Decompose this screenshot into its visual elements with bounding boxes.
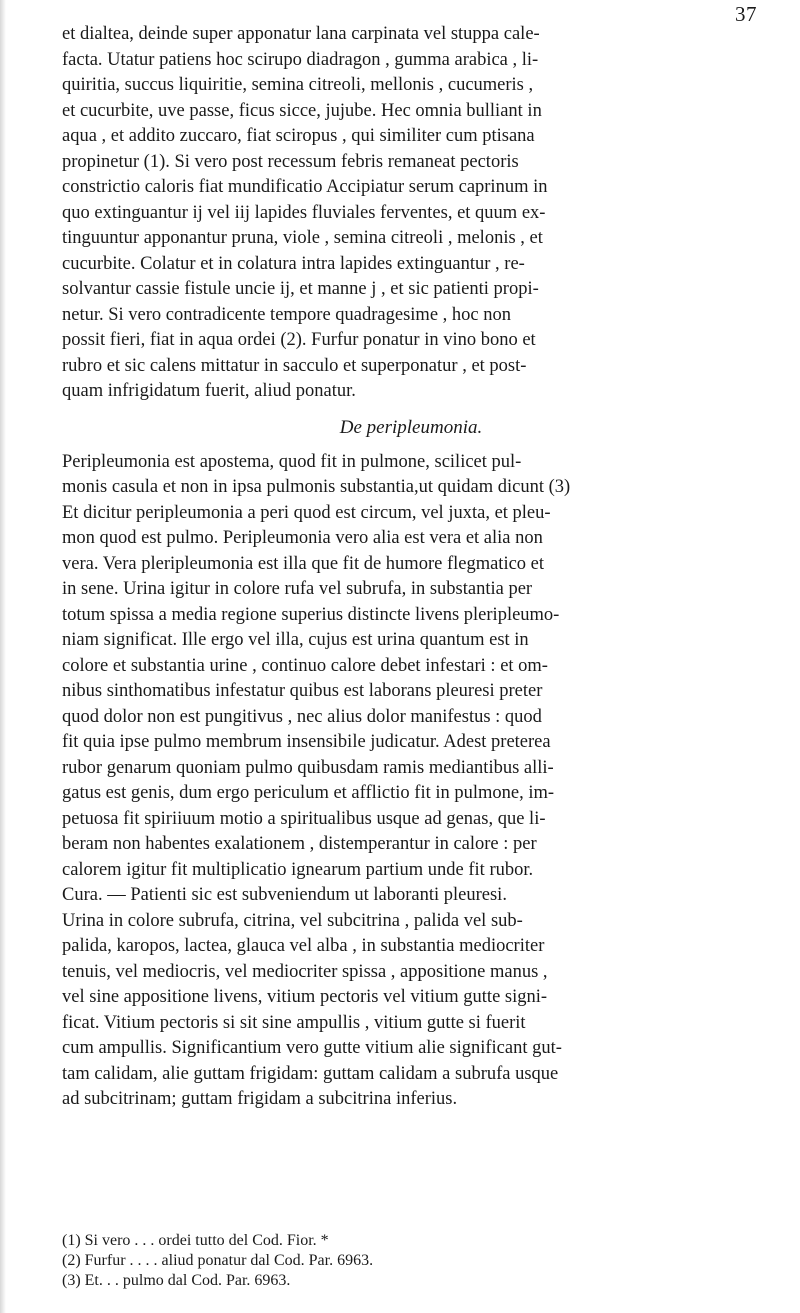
text-line: vera. Vera pleripleumonia est illa que fit de humore flegmatico et <box>62 553 545 574</box>
text-line: calorem igitur fit multiplicatio ignearum partium unde fit rubor. <box>62 859 534 880</box>
text-line: fit quia ipse pulmo membrum insensibile judicatur. Adest preterea <box>62 732 551 752</box>
text-line: cum ampullis. Significantium vero gutte vitium alie significant gut- <box>62 1038 562 1058</box>
text-line: constrictio caloris fiat mundificatio Accipiatur serum caprinum in <box>62 177 548 197</box>
text-line: mon quod est pulmo. Peripleumonia vero alia est vera et alia non <box>62 528 543 548</box>
text-line: Cura. — Patienti sic est subveniendum ut laboranti pleuresi. <box>62 885 507 905</box>
footnote: (2) Furfur . . . . aliud ponatur dal Cod. Par. 6963. <box>62 1252 374 1269</box>
text-line: solvantur cassie fistule uncie ij, et manne j , et sic patienti propi- <box>62 279 539 299</box>
footnotes <box>62 1231 760 1291</box>
text-line: tam calidam, alie guttam frigidam: guttam calidam a subrufa usque <box>62 1063 559 1084</box>
text-line: cucurbite. Colatur et in colatura intra lapides extinguantur , re- <box>62 253 525 274</box>
text-line: possit fieri, fiat in aqua ordei (2). Furfur ponatur in vino bono et <box>62 330 536 350</box>
text-line: niam significat. Ille ergo vel illa, cujus est urina quantum est in <box>62 630 529 650</box>
text-line: Peripleumonia est apostema, quod fit in pulmone, scilicet pul- <box>62 451 522 472</box>
text-line: rubro et sic calens mittatur in sacculo et superponatur , et post- <box>62 355 527 376</box>
page-number: 37 <box>735 2 757 26</box>
text-line: monis casula et non in ipsa pulmonis substantia,ut quidam dicunt (3) <box>62 477 571 497</box>
text-line: netur. Si vero contradicente tempore quadragesime , hoc non <box>62 304 511 325</box>
text-line: aqua , et addito zuccaro, fiat sciropus , qui similiter cum ptisana <box>62 126 535 146</box>
text-line: et dialtea, deinde super apponatur lana carpinata vel stuppa cale- <box>62 24 540 44</box>
text-line: Urina in colore subrufa, citrina, vel subcitrina , palida vel sub- <box>62 910 523 931</box>
text-line: rubor genarum quoniam pulmo quibusdam ramis mediantibus alli- <box>62 757 554 778</box>
section-heading: De peripleumonia. <box>339 416 483 438</box>
text-line: tinguuntur apponantur pruna, viole , semina citreoli , melonis , et <box>62 228 543 248</box>
text-line: propinetur (1). Si vero post recessum febris remaneat pectoris <box>62 151 519 172</box>
paragraph-peripleumonia <box>62 450 760 1113</box>
page-edge-shadow <box>0 0 6 1313</box>
text-line: et cucurbite, uve passe, ficus sicce, jujube. Hec omnia bulliant in <box>62 100 542 121</box>
text-line: gatus est genis, dum ergo periculum et afflictio fit in pulmone, im- <box>62 783 555 803</box>
text-line: quiritia, succus liquiritie, semina citreoli, mellonis , cucumeris , <box>62 75 534 95</box>
text-line: ficat. Vitium pectoris si sit sine ampullis , vitium gutte si fuerit <box>62 1012 526 1033</box>
text-line: Et dicitur peripleumonia a peri quod est circum, vel juxta, et pleu- <box>62 502 551 523</box>
text-line: quam infrigidatum fuerit, aliud ponatur. <box>62 381 356 401</box>
text-line: ad subcitrinam; guttam frigidam a subcitrina inferius. <box>62 1089 458 1109</box>
text-line: facta. Utatur patiens hoc scirupo diadragon , gumma arabica , li- <box>62 49 539 70</box>
paragraph-cure <box>62 22 760 405</box>
footnote: (1) Si vero . . . ordei tutto del Cod. Fior. * <box>62 1232 329 1249</box>
text-line: colore et substantia urine , continuo calore debet infestari : et om- <box>62 655 548 676</box>
text-line: totum spissa a media regione superius distincte livens pleripleumo- <box>62 604 560 625</box>
text-line: tenuis, vel mediocris, vel mediocriter spissa , appositione manus , <box>62 961 548 982</box>
footnote: (3) Et. . . pulmo dal Cod. Par. 6963. <box>62 1272 291 1289</box>
text-line: nibus sinthomatibus infestatur quibus est laborans pleuresi preter <box>62 681 543 701</box>
text-line: vel sine appositione livens, vitium pectoris vel vitium gutte signi- <box>62 987 548 1007</box>
text-line: beram non habentes exalationem , distemperantur in calore : per <box>62 834 537 854</box>
text-line: petuosa fit spiriiuum motio a spiritualibus usque ad genas, que li- <box>62 808 546 829</box>
main-text <box>62 22 760 1113</box>
text-line: palida, karopos, lactea, glauca vel alba , in substantia mediocriter <box>62 936 545 956</box>
text-line: quod dolor non est pungitivus , nec alius dolor manifestus : quod <box>62 706 542 727</box>
text-line: in sene. Urina igitur in colore rufa vel subrufa, in substantia per <box>62 579 533 599</box>
text-line: quo extinguantur ij vel iij lapides fluviales ferventes, et quum ex- <box>62 202 546 223</box>
